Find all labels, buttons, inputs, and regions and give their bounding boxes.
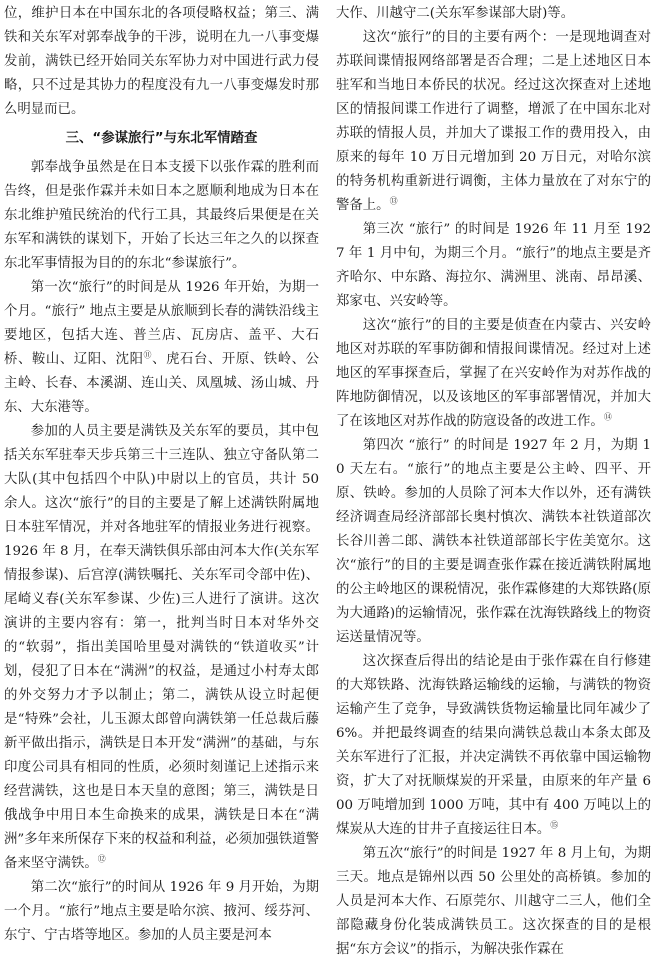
paragraph-text: 这次探查后得出的结论是由于张作霖在自行修建的大郑铁路、沈海铁路运输线的运输，与满铁的物资运输产生了竞争，导致满铁货物运输量比同年减少了 6%。并把最终调查的结果向满铁总裁山本条太郎及关东军进行了汇报，并决定满铁不再依靠中国运输物资，扩大了对抚顺煤炭的开采量，由原来的年产量 600 万吨增加到 1000 万吨，其中有 400 万吨以上的煤炭从大连的甘井子直接运往日本。	[336, 654, 651, 837]
footnote-marker: ⑫	[97, 854, 106, 864]
paragraph: 第三次 “旅行” 的时间是 1926 年 11 月至 1927 年 1 月中旬，为期三个月。“旅行”的地点主要是齐齐哈尔、中东路、海拉尔、满洲里、洮南、昂昂溪、郑家屯、兴安岭等。	[336, 222, 651, 309]
paragraph-text: 第一次“旅行”的时间是从 1926 年开始，为期一个月。“旅行” 地点主要是从旅顺到长春的满铁沿线主要地区，包括大连、普兰店、瓦房店、盖平、大石桥、鞍山、辽阳、沈阳	[4, 280, 319, 367]
paragraph	[336, 314, 651, 434]
paragraph: 第四次 “旅行” 的时间是 1927 年 2 月，为期 10 天左右。“旅行”的地点主要是公主岭、四平、开原、铁岭。参加的人员除了河本大作以外，还有满铁经济调查局经济部部长奥村慎次、满铁本社铁道部次长谷川善二郎、满铁本社铁道部部长宇佐美宽尔。这次“旅行”的目的主要是调查张作霖在接近满铁附属地的公主岭地区的课税情况，张作霖修建的大郑铁路(原为大通路)的运输情况，张作霖在沈海铁路线上的物资运送量情况等。	[336, 438, 651, 645]
section-heading: 三、“参谋旅行”与东北军情踏查	[65, 131, 258, 146]
paragraph: 第二次“旅行”的时间从 1926 年 9 月开始，为期一个月。“旅行”地点主要是哈尔滨、掖河、绥芬河、东宁、宁古塔等地区。参加的人员主要是河本	[4, 880, 319, 943]
paragraph	[4, 420, 319, 876]
paragraph-continued: 大作、川越守二(关东军参谋部大尉)等。	[336, 6, 575, 21]
footnote-marker: ⑬	[389, 196, 398, 206]
footnote-marker: ⑭	[603, 412, 612, 422]
paragraph-text: 、虎石台、开原、铁岭、公主岭、长春、本溪湖、连山关、凤凰城、汤山城、丹东、大东港等。	[4, 352, 320, 415]
paragraph: 第五次“旅行”的时间是 1927 年 8 月上旬，为期三天。地点是锦州以西 50 公里处的高桥镇。参加的人员是河本大作、石原莞尔、川越守二三人，他们全部隐藏身份化装成满铁员工。这次探查的目的是根据“东方会议”的指示，为解决张作霖在	[336, 846, 651, 957]
footnote-marker: ⑮	[550, 820, 559, 830]
left-column	[4, 2, 319, 948]
paragraph: 郭奉战争虽然是在日本支援下以张作霖的胜利而告终，但是张作霖并未如日本之愿顺利地成为日本在东北维护殖民统治的代行工具，其最终后果便是在关东军和满铁的谋划下，开始了长达三年之久的以探查东北军事情报为目的的东北“参谋旅行”。	[4, 160, 319, 271]
paragraph	[336, 26, 651, 218]
paragraph	[336, 650, 651, 842]
paragraph-text: 这次“旅行”的目的主要是侦查在内蒙古、兴安岭地区对苏联的军事防御和情报间谍情况。经过对上述地区的军事探查后，掌握了在兴安岭作为对苏作战的阵地防御情况，以及该地区的军事部署情况，并加大了在该地区对苏作战的防寇设备的改进工作。	[336, 318, 651, 429]
paragraph-text: 参加的人员主要是满铁及关东军的要员，其中包括关东军驻奉天步兵第三十三连队、独立守备队第二大队(其中包括四个中队)中尉以上的官员，共计 50 余人。这次“旅行”的目的主要是了解上述满铁附属地日本驻军情况，并对各地驻军的情报业务进行视察。1926 年 8 月，在奉天满铁俱乐部由河本大作(关东军情报参谋)、后宫淳(满铁嘱托、关东军司令部中佐)、尾崎义春(关东军参谋、少佐)三人进行了演讲。这次演讲的主要内容有：第一，批判当时日本对华外交的“软弱”，指出美国哈里曼对满铁的“铁道收买”计划，侵犯了日本在“满洲”的权益，是通过小村寿太郎的外交努力才予以制止；第二，满铁从设立时起便是“特殊”会社，儿玉源太郎曾向满铁第一任总裁后藤新平做出指示，满铁是日本开发“满洲”的基础，与东印度公司具有相同的性质，必须时刻谨记上述指示来经营满铁，这也是日本天皇的意图；第三，满铁是日俄战争中用日本生命换来的成果，满铁是日本在“满洲”多年来所保存下来的权益和利益，必须加强铁道警备来坚守满铁。	[4, 424, 320, 871]
paragraph	[4, 276, 319, 420]
footnote-marker: ⑪	[143, 350, 153, 360]
paragraph-text: 这次“旅行”的目的主要有两个：一是现地调查对苏联间谍情报网络部署是否合理；二是上述地区日本驻军和当地日本侨民的状况。经过这次探查对上述地区的情报间谍工作进行了调整，增派了在中国东北对苏联的情报人员，并加大了谍报工作的费用投入，由原来的每年 10 万日元增加到 20 万日元，对哈尔滨的特务机构重新进行调衡，主体力量放在了对东宁的警备上。	[336, 30, 651, 213]
right-column	[336, 2, 651, 962]
paragraph-continued: 位，维护日本在中国东北的各项侵略权益；第三、满铁和关东军对郭奉战争的干涉，说明在九一八事变爆发前，满铁已经开始同关东军协力对中国进行武力侵略，只不过是其协力的程度没有九一八事变爆发时那么明显而已。	[4, 6, 319, 117]
